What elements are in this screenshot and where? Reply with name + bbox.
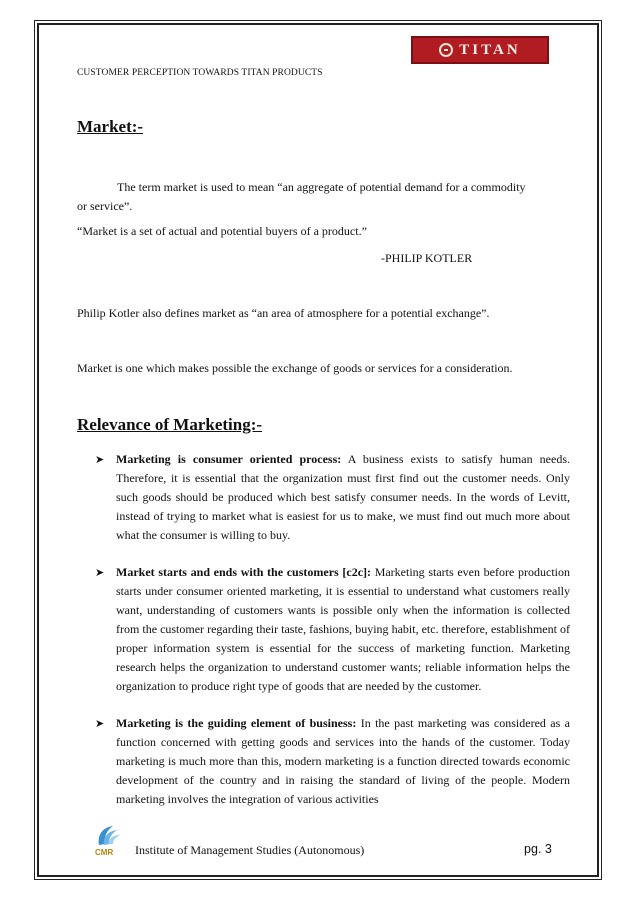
market-quote: “Market is a set of actual and potential buyers of a product.” [77,224,367,238]
item-text: Marketing starts even before production starts under consumer oriented marketing, it is essential to understand what customers really want, understanding of customers wants is possible only when the information is collected from the customer regarding their taste, fashions, buying habit, etc. therefore, establishment of proper information system is essential for the success of marketing function. Marketing research helps the organization to understand customer wants; reliable information helps the organization to produce right type of goods that are needed by the customer. [116,565,570,693]
market-definition-line1: The term market is used to mean “an aggregate of potential demand for a commodity [117,180,526,194]
item-lead: Market starts and ends with the customers [c2c]: [116,565,372,579]
titan-emblem-icon [439,43,453,57]
list-item [95,450,570,545]
market-definition-line2: or service”. [77,199,133,213]
market-heading: Market:- [77,117,144,136]
quote-attribution: -PHILIP KOTLER [381,251,473,265]
item-text: In the past marketing was considered as a function concerned with getting goods and services into the hands of the customer. Today marketing is much more than this, modern marketing is a function directed towards economic development of the country and in raising the standard of living of the people. Modern marketing involves the integration of various activities [116,716,570,806]
titan-logo [411,36,549,64]
footer-institute: Institute of Management Studies (Autonomous) [135,843,365,857]
exchange-definition: Market is one which makes possible the exchange of goods or services for a consideration. [77,361,513,375]
arrow-bullet-icon: ➤ [95,566,105,579]
cmr-logo [93,823,125,857]
titan-logo-text: TITAN [459,41,521,58]
kotler-definition: Philip Kotler also defines market as “an area of atmosphere for a potential exchange”. [77,306,490,320]
page-number: pg. 3 [524,842,552,856]
list-item [95,563,570,696]
arrow-bullet-icon: ➤ [95,717,105,730]
arrow-bullet-icon: ➤ [95,453,105,466]
item-lead: Marketing is the guiding element of business: [116,716,357,730]
item-lead: Marketing is consumer oriented process: [116,452,342,466]
relevance-heading: Relevance of Marketing:- [77,415,263,434]
running-head: CUSTOMER PERCEPTION TOWARDS TITAN PRODUCTS [77,68,323,78]
cmr-logo-text: CMR [95,848,114,857]
relevance-list [95,450,570,809]
list-item [95,714,570,809]
item-text: A business exists to satisfy human needs. Therefore, it is essential that the organization must first find out the customer needs. Only such goods should be produced which best satisfy consumer needs. In the words of Levitt, instead of trying to market what is easiest for us to make, we must find out much more about what the consumer is willing to buy. [116,452,570,542]
